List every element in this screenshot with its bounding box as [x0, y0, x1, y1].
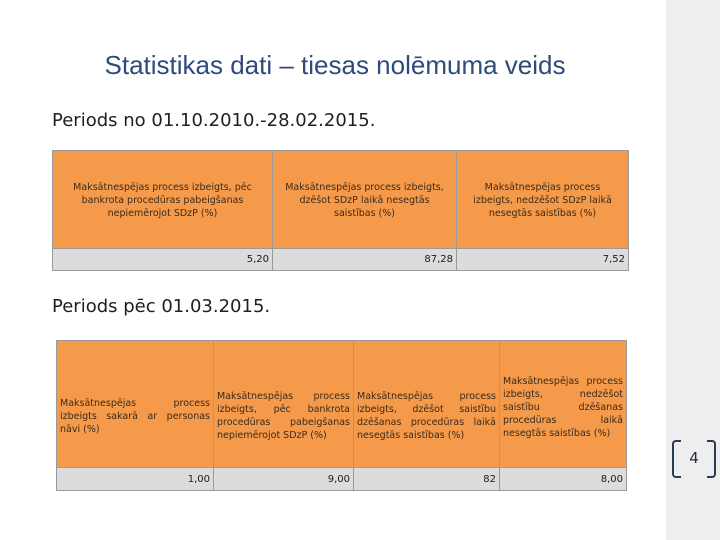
p1-value-3: 7,52	[457, 249, 629, 271]
page-number-text: 4	[689, 449, 699, 467]
period-1-label: Periods no 01.10.2010.-28.02.2015.	[52, 110, 376, 131]
p1-value-1: 5,20	[53, 249, 273, 271]
period-2-table	[56, 340, 627, 491]
right-bracket-icon	[707, 440, 716, 478]
p1-header-1: Maksātnespējas process izbeigts, pēc bankrota procedūras pabeigšanas nepiemērojot SDzP (%)	[53, 151, 273, 249]
period-2-label: Periods pēc 01.03.2015.	[52, 296, 271, 317]
period-1-table	[52, 150, 629, 271]
left-bracket-icon	[672, 440, 681, 478]
p2-header-3: Maksātnespējas process izbeigts, dzēšot saistību dzēšanas procedūras laikā nesegtās saistības (%)	[354, 341, 500, 468]
page-number	[672, 440, 716, 476]
p2-header-2: Maksātnespējas process izbeigts, pēc bankrota procedūras pabeigšanas nepiemērojot SDzP (%)	[214, 341, 354, 468]
p2-value-1: 1,00	[57, 468, 214, 491]
p1-value-2: 87,28	[273, 249, 457, 271]
p2-header-4: Maksātnespējas process izbeigts, nedzēšot saistību dzēšanas procedūras laikā nesegtās saistības (%)	[500, 341, 627, 468]
p2-value-4: 8,00	[500, 468, 627, 491]
slide-title: Statistikas dati – tiesas nolēmuma veids	[104, 50, 566, 80]
p1-header-3: Maksātnespējas process izbeigts, nedzēšot SDzP laikā nesegtās saistības (%)	[457, 151, 629, 249]
p2-value-2: 9,00	[214, 468, 354, 491]
p2-header-1: Maksātnespējas process izbeigts sakarā ar personas nāvi (%)	[57, 341, 214, 468]
p2-value-3: 82	[354, 468, 500, 491]
p1-header-2: Maksātnespējas process izbeigts, dzēšot SDzP laikā nesegtās saistības (%)	[273, 151, 457, 249]
